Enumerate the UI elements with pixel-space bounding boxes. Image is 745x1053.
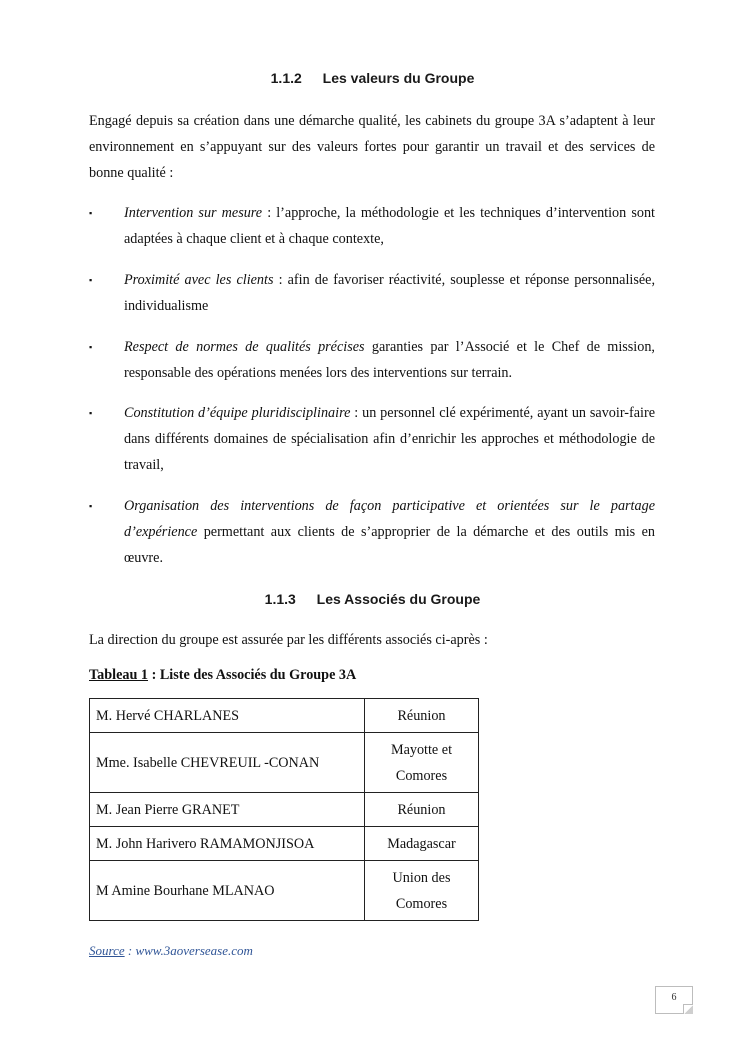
bullet-marker: ▪ [89, 408, 93, 418]
bullet-body: : l’approche, la méthodologie et les techniques d’intervention sont adaptées à chaque client et à chaque contexte, [124, 205, 655, 247]
bullet-item [124, 400, 655, 478]
section-number: 1.1.2 [270, 70, 302, 86]
table-row [90, 733, 479, 793]
location-line: Union des [392, 869, 451, 886]
direction-paragraph: La direction du groupe est assurée par les différents associés ci-après : [89, 632, 488, 648]
page-number: 6 [671, 992, 677, 1003]
table-caption [89, 664, 356, 686]
location-line: Comores [395, 895, 448, 912]
section-heading-associes [0, 591, 745, 607]
location-line: Mayotte et [390, 741, 453, 758]
associates-table [89, 698, 479, 921]
bullet-body: : afin de favoriser réactivité, souplesse et réponse personnalisée, individualisme [124, 272, 655, 314]
location-line: Madagascar [387, 835, 456, 852]
table-caption-text: : Liste des Associés du Groupe 3A [148, 667, 357, 683]
bullet-emphasis: Organisation des interventions de façon participative et orientées sur le partage d’expérience [124, 498, 655, 540]
bullet-emphasis: Proximité avec les clients [124, 272, 274, 288]
section-heading-valeurs [0, 70, 745, 86]
bullet-body: : un personnel clé expérimenté, ayant un savoir-faire dans différents domaines de spécialisation afin d’enrichir les approches et méthodologie de travail, [124, 405, 655, 473]
associate-location [365, 733, 479, 793]
bullet-body: permettant aux clients de s’approprier de la démarche et des outils mis en œuvre. [124, 524, 655, 566]
associate-name: M. Hervé CHARLANES [90, 699, 365, 733]
associate-name: Mme. Isabelle CHEVREUIL -CONAN [90, 733, 365, 793]
associate-location [365, 827, 479, 861]
source-note [89, 943, 253, 959]
location-line: Réunion [397, 707, 446, 724]
bullet-body: garanties par l’Associé et le Chef de mission, responsable des opérations menées lors des interventions sur terrain. [124, 339, 655, 381]
intro-paragraph: Engagé depuis sa création dans une démarche qualité, les cabinets du groupe 3A s’adaptent à leur environnement en s’appuyant sur des valeurs fortes pour garantir un travail et des services de bonne qualité : [89, 113, 655, 181]
associate-location [365, 699, 479, 733]
bullet-item [124, 334, 655, 386]
table-row [90, 861, 479, 921]
associate-name: M Amine Bourhane MLANAO [90, 861, 365, 921]
bullet-marker: ▪ [89, 275, 93, 285]
table-caption-label: Tableau 1 [89, 667, 149, 683]
bullet-marker: ▪ [89, 501, 93, 511]
bullet-emphasis: Intervention sur mesure [124, 205, 263, 221]
table-row [90, 827, 479, 861]
associate-location [365, 793, 479, 827]
location-line: Réunion [397, 801, 446, 818]
section-title: Les Associés du Groupe [316, 591, 481, 607]
bullet-emphasis: Constitution d’équipe pluridisciplinaire [124, 405, 351, 421]
bullet-marker: ▪ [89, 342, 93, 352]
table-row [90, 699, 479, 733]
page-fold-icon [683, 1004, 693, 1014]
page-number-box [655, 986, 693, 1014]
bullet-item [124, 493, 655, 571]
source-label[interactable]: Source [89, 943, 125, 958]
bullet-item [124, 267, 655, 319]
section-title: Les valeurs du Groupe [322, 70, 475, 86]
bullet-item [124, 200, 655, 252]
section-number: 1.1.3 [264, 591, 296, 607]
associate-name: M. Jean Pierre GRANET [90, 793, 365, 827]
associate-name: M. John Harivero RAMAMONJISOA [90, 827, 365, 861]
source-url: : www.3aoversease.com [124, 943, 253, 958]
table-row [90, 793, 479, 827]
bullet-emphasis: Respect de normes de qualités précises [124, 339, 365, 355]
location-line: Comores [395, 767, 448, 784]
bullet-marker: ▪ [89, 208, 93, 218]
associate-location [365, 861, 479, 921]
